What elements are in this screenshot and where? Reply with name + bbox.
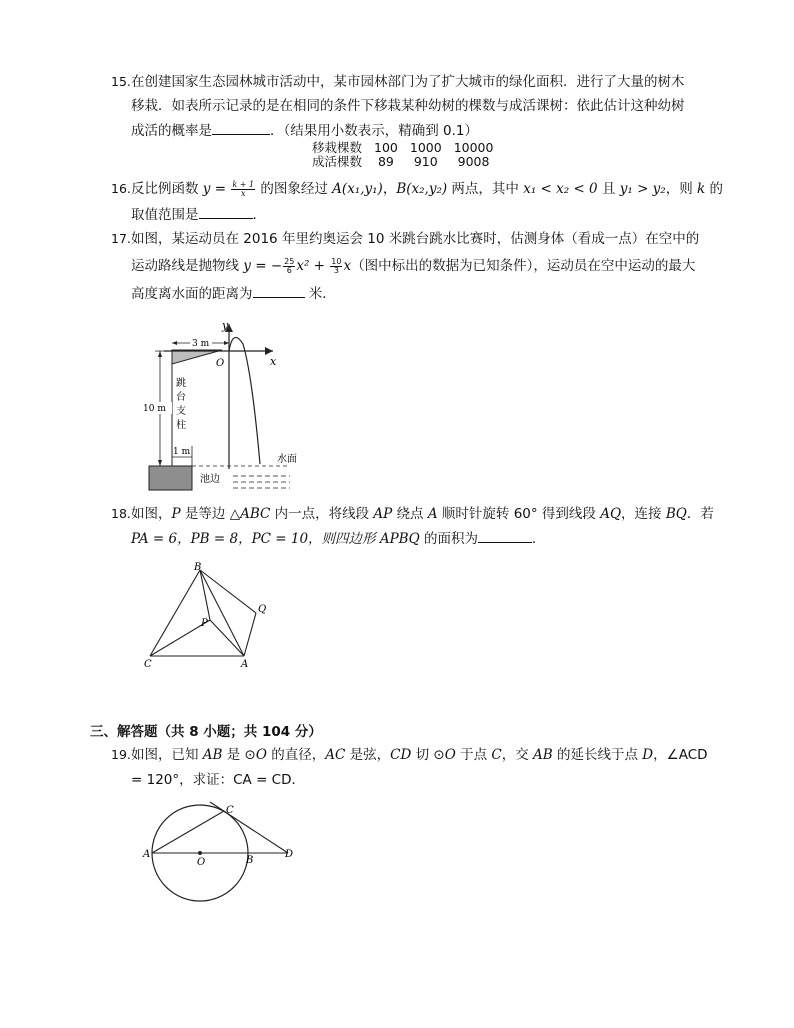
circle-figure [140, 800, 305, 905]
water-label: 水面 [277, 454, 297, 465]
dim-3m-label: 3 m [192, 339, 210, 349]
label-O: O [197, 857, 206, 868]
segment-BC [150, 570, 200, 656]
dim-arrow [158, 460, 162, 466]
pillar-char: 跳 [176, 378, 186, 389]
dim-1m-label: 1 m [173, 447, 191, 457]
origin-label: O [216, 358, 225, 369]
q18-line2: PA = 6，PB = 8，PC = 10，则四边形 APBQ 的面积为 ． [131, 531, 546, 547]
q18-number: 18. [111, 506, 131, 521]
q19-number: 19. [111, 747, 131, 762]
segment-BA [200, 570, 244, 656]
label-A: A [143, 849, 151, 860]
label-C: C [226, 805, 234, 816]
section-title: 三、解答题（共 8 小题；共 104 分） [90, 724, 322, 740]
fraction: $\frac{10}{3}$ [331, 256, 342, 275]
q15-table [306, 141, 499, 169]
fraction: $\frac{25}{6}$ [284, 256, 295, 275]
answer-blank [199, 205, 253, 219]
q17-line1: 如图，某运动员在 2016 年里约奥运会 10 米跳台跳水比赛时，估测身体（看成一点）在空中的 [131, 231, 700, 247]
label-C: C [144, 659, 152, 670]
pillar-char: 柱 [176, 420, 186, 431]
triangle-lines [150, 570, 256, 656]
segment-BP [200, 570, 210, 620]
tangent-CD [210, 802, 288, 853]
trajectory-curve [229, 337, 260, 464]
label-B: B [246, 855, 254, 866]
q19-line1: 如图，已知 AB 是 ⊙O 的直径，AC 是弦，CD 切 ⊙O 于点 C，交 AB 的延长线于点 D，∠ACD [131, 747, 708, 763]
q16-line1: 反比例函数 y = $\frac{k + 1}{x}$ 的图象经过 A(x₁,y₁)，B(x₂,y₂) 两点，其中 x₁ < x₂ < 0 且 y₁ > y₂，则 k 的 [131, 179, 724, 198]
triangle-figure [140, 558, 280, 673]
dim-arrow [224, 341, 229, 345]
q17-number: 17. [111, 231, 131, 246]
label-D: D [285, 849, 294, 860]
q15-number: 15. [111, 74, 131, 89]
q15-line1: 在创建国家生态园林城市活动中，某市园林部门为了扩大城市的绿化面积．进行了大量的树木 [131, 74, 685, 90]
pool-edge-block [149, 466, 192, 490]
pillar-char: 台 [176, 392, 186, 403]
segment-BQ [200, 570, 256, 613]
q16-line2: 取值范围是 ． [131, 207, 266, 223]
dim-10m-label: 10 m [143, 404, 166, 414]
x-axis-label: x [270, 355, 277, 368]
pillar-char: 支 [176, 406, 186, 417]
dim-arrow [172, 341, 177, 345]
table-row: 移栽棵数 100 1000 10000 [312, 140, 494, 155]
platform-shade [172, 350, 222, 364]
label-B: B [194, 562, 202, 573]
q16-number: 16. [111, 181, 131, 196]
dim-arrow [158, 351, 162, 357]
label-P: P [201, 618, 208, 629]
chord-AC [152, 811, 224, 853]
segment-QA [244, 613, 256, 656]
q15-line3: 成活的概率是 ．（结果用小数表示，精确到 0.1） [131, 123, 479, 139]
y-axis-label: y [222, 319, 229, 332]
segment-AP [210, 620, 244, 656]
label-Q: Q [258, 604, 267, 615]
q15-line2: 移栽．如表所示记录的是在相同的条件下移栽某种幼树的棵数与成活课树：依此估计这种幼树 [131, 98, 685, 114]
q17-line3: 高度离水面的距离为 米． [131, 286, 336, 302]
q17-line2: 运动路线是抛物线 y = − $\frac{25}{6}$ x² + $\frac{10}{3}$ x（图中标出的数据为已知条件），运动员在空中运动的最大 [131, 256, 696, 275]
center-point [198, 851, 202, 855]
table-row: 成活棵数 89 910 9008 [312, 154, 490, 169]
q19-line2: = 120°，求证：CA = CD． [131, 772, 305, 788]
fraction: $\frac{k + 1}{x}$ [232, 179, 255, 198]
answer-blank [212, 121, 270, 135]
q18-line1: 如图，P 是等边 △ABC 内一点，将线段 AP 绕点 A 顺时针旋转 60° 得到线段 AQ，连接 BQ．若 [131, 506, 714, 522]
pool-label: 池边 [200, 474, 220, 485]
answer-blank [253, 284, 305, 298]
x-axis-arrow [265, 347, 273, 355]
diving-figure [140, 314, 297, 494]
answer-blank [478, 529, 532, 543]
label-A: A [241, 659, 249, 670]
